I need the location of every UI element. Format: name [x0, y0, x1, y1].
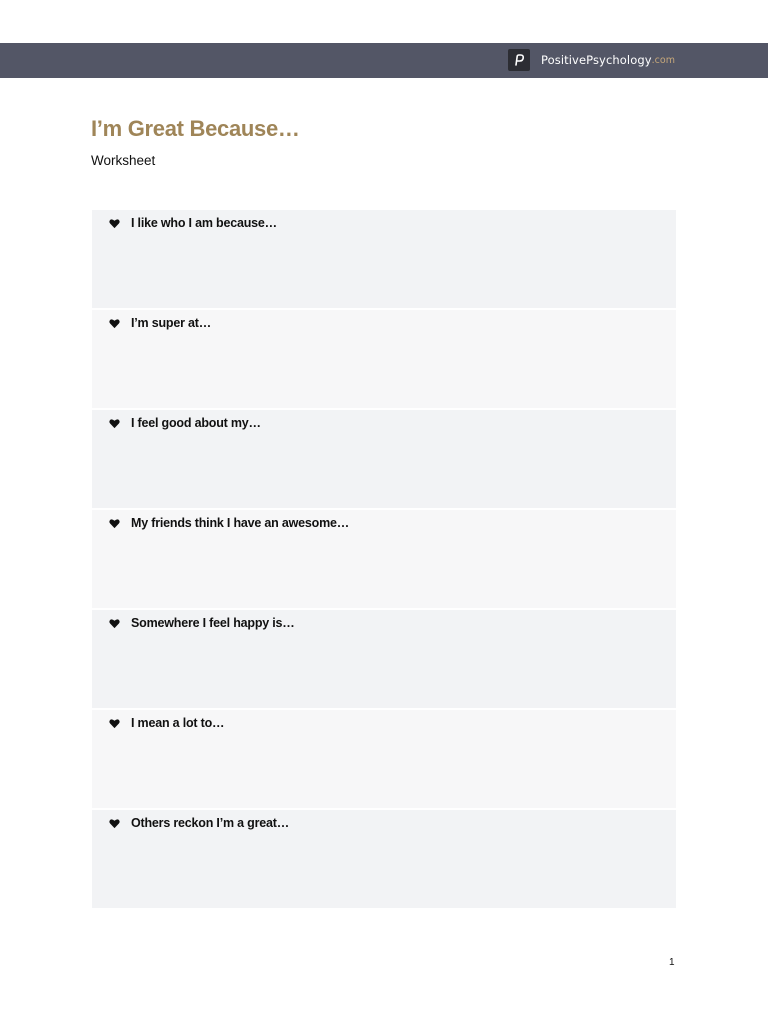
prompt-text: I mean a lot to…	[131, 716, 225, 730]
brand-logo-link[interactable]	[508, 49, 675, 71]
prompt-text: I like who I am because…	[131, 216, 277, 230]
heart-icon	[109, 318, 120, 329]
prompt-row	[109, 316, 211, 330]
prompt-row	[109, 516, 349, 530]
prompt-row	[109, 416, 261, 430]
heart-icon	[109, 618, 120, 629]
prompt-box-friends-think[interactable]	[92, 510, 676, 608]
page-title: I’m Great Because…	[91, 116, 300, 141]
prompt-row	[109, 616, 295, 630]
prompt-row	[109, 216, 277, 230]
prompt-row	[109, 816, 289, 830]
prompt-box-feel-happy[interactable]	[92, 610, 676, 708]
prompt-text: I feel good about my…	[131, 416, 261, 430]
prompt-box-mean-a-lot[interactable]	[92, 710, 676, 808]
prompt-list	[92, 210, 676, 910]
page-subtitle: Worksheet	[91, 153, 156, 168]
heart-icon	[109, 418, 120, 429]
prompt-text: Others reckon I’m a great…	[131, 816, 290, 830]
header-band	[0, 43, 768, 78]
brand-name: PositivePsychology	[541, 53, 652, 67]
prompt-text: Somewhere I feel happy is…	[131, 616, 295, 630]
prompt-text: I’m super at…	[131, 316, 212, 330]
prompt-text: My friends think I have an awesome…	[131, 516, 350, 530]
prompt-box-others-reckon[interactable]	[92, 810, 676, 908]
heart-icon	[109, 818, 120, 829]
p-logo-icon	[508, 49, 530, 71]
prompt-box-like-who-i-am[interactable]	[92, 210, 676, 308]
prompt-row	[109, 716, 224, 730]
prompt-box-super-at[interactable]	[92, 310, 676, 408]
prompt-box-feel-good-about[interactable]	[92, 410, 676, 508]
heart-icon	[109, 718, 120, 729]
heart-icon	[109, 218, 120, 229]
brand-tld: .com	[651, 54, 675, 66]
page-number: 1	[669, 957, 675, 968]
heart-icon	[109, 518, 120, 529]
